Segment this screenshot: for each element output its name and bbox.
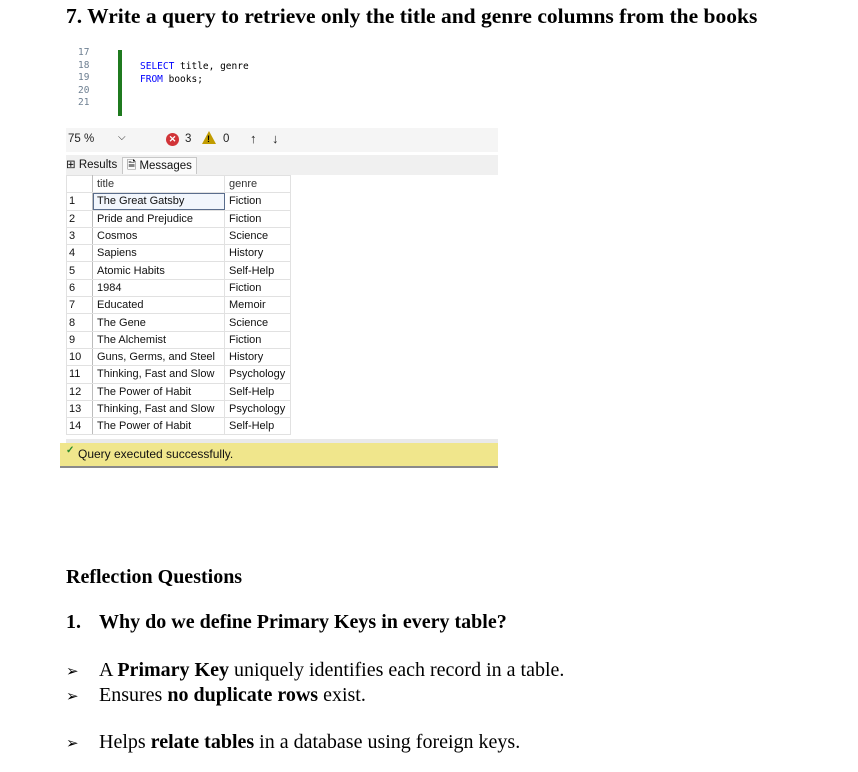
cell-genre[interactable]: Fiction xyxy=(225,193,291,210)
row-number[interactable]: 12 xyxy=(67,383,93,400)
table-row[interactable] xyxy=(67,262,291,279)
warning-mark: ! xyxy=(207,134,210,144)
row-number[interactable]: 8 xyxy=(67,314,93,331)
cell-title[interactable]: The Power of Habit xyxy=(93,418,225,435)
bullet-item: ➢ Helps relate tables in a database using foreign keys. xyxy=(66,731,521,753)
arrow-bullet-icon: ➢ xyxy=(66,734,79,752)
table-row[interactable] xyxy=(67,279,291,296)
cell-genre[interactable]: History xyxy=(225,348,291,365)
sql-editor[interactable] xyxy=(66,47,498,119)
arrow-down-icon[interactable]: ↓ xyxy=(272,131,279,146)
section-title: Reflection Questions xyxy=(66,566,243,588)
cell-title[interactable]: Atomic Habits xyxy=(93,262,225,279)
table-row[interactable] xyxy=(67,227,291,244)
bullet-item: ➢ Ensures no duplicate rows exist. xyxy=(66,684,366,706)
line-number: 21 xyxy=(78,97,90,109)
tab-messages[interactable]: 🗎 Messages xyxy=(122,157,197,174)
line-number: 18 xyxy=(78,59,90,71)
row-number[interactable]: 3 xyxy=(67,227,93,244)
table-row[interactable] xyxy=(67,314,291,331)
row-number[interactable]: 5 xyxy=(67,262,93,279)
cell-title[interactable]: Pride and Prejudice xyxy=(93,210,225,227)
line-number: 20 xyxy=(78,84,90,96)
row-number[interactable]: 2 xyxy=(67,210,93,227)
error-count[interactable]: 3 xyxy=(185,133,192,145)
table-row[interactable] xyxy=(67,210,291,227)
row-number-header xyxy=(67,176,93,193)
cell-title[interactable]: Thinking, Fast and Slow xyxy=(93,400,225,417)
warning-count[interactable]: 0 xyxy=(223,133,230,145)
row-number[interactable]: 10 xyxy=(67,348,93,365)
cell-genre[interactable]: Fiction xyxy=(225,279,291,296)
results-table xyxy=(66,175,291,435)
cell-genre[interactable]: Psychology xyxy=(225,366,291,383)
row-number[interactable]: 13 xyxy=(67,400,93,417)
success-check-icon: ✓ xyxy=(66,445,75,456)
cell-genre[interactable]: Self-Help xyxy=(225,418,291,435)
table-row[interactable] xyxy=(67,245,291,262)
table-row[interactable] xyxy=(67,297,291,314)
column-header-title[interactable]: title xyxy=(93,176,225,193)
row-number[interactable]: 7 xyxy=(67,297,93,314)
row-number[interactable]: 6 xyxy=(67,279,93,296)
table-row[interactable] xyxy=(67,331,291,348)
table-row[interactable] xyxy=(67,383,291,400)
chevron-down-icon[interactable]: ⌵ xyxy=(118,132,126,143)
messages-icon: 🗎 xyxy=(127,160,137,172)
arrow-bullet-icon: ➢ xyxy=(66,687,79,705)
cell-title[interactable]: The Alchemist xyxy=(93,331,225,348)
code-text: books; xyxy=(162,73,203,85)
cell-genre[interactable]: Memoir xyxy=(225,297,291,314)
table-row[interactable] xyxy=(67,193,291,210)
header-row xyxy=(67,176,291,193)
cell-genre[interactable]: History xyxy=(225,245,291,262)
cell-title[interactable]: The Gene xyxy=(93,314,225,331)
column-header-genre[interactable]: genre xyxy=(225,176,291,193)
cell-genre[interactable]: Self-Help xyxy=(225,383,291,400)
question-text: Why do we define Primary Keys in every table? xyxy=(99,611,507,633)
table-row[interactable] xyxy=(67,418,291,435)
cell-title[interactable]: The Great Gatsby xyxy=(93,193,225,210)
results-grid[interactable] xyxy=(66,175,498,439)
row-number[interactable]: 11 xyxy=(67,366,93,383)
cell-genre[interactable]: Psychology xyxy=(225,400,291,417)
code-line-from xyxy=(140,74,249,87)
cell-genre[interactable]: Science xyxy=(225,227,291,244)
line-number: 17 xyxy=(78,47,90,58)
line-number: 19 xyxy=(78,72,90,84)
code-text: title, genre xyxy=(174,61,249,72)
question-number: 1. xyxy=(66,611,81,633)
results-tabs xyxy=(66,155,498,175)
cell-title[interactable]: The Power of Habit xyxy=(93,383,225,400)
line-number-gutter xyxy=(66,47,106,110)
row-number[interactable]: 1 xyxy=(67,193,93,210)
keyword-from: FROM xyxy=(140,73,163,85)
cell-genre[interactable]: Fiction xyxy=(225,210,291,227)
change-indicator-bar xyxy=(118,50,122,116)
table-row[interactable] xyxy=(67,348,291,365)
table-row[interactable] xyxy=(67,366,291,383)
cell-title[interactable]: Cosmos xyxy=(93,227,225,244)
table-row[interactable] xyxy=(67,400,291,417)
question-1 xyxy=(66,611,507,634)
arrow-bullet-icon: ➢ xyxy=(66,662,79,680)
cell-title[interactable]: Educated xyxy=(93,297,225,314)
zoom-level[interactable]: 75 % xyxy=(68,133,95,145)
status-message: Query executed successfully. xyxy=(78,447,234,461)
sql-code[interactable] xyxy=(140,61,249,86)
cell-title[interactable]: Thinking, Fast and Slow xyxy=(93,366,225,383)
question-heading: 7. Write a query to retrieve only the title and genre columns from the books xyxy=(66,4,758,28)
cell-genre[interactable]: Fiction xyxy=(225,331,291,348)
status-bar xyxy=(60,443,498,468)
error-icon[interactable]: ✕ xyxy=(166,133,179,146)
cell-title[interactable]: Guns, Germs, and Steel xyxy=(93,348,225,365)
cell-title[interactable]: Sapiens xyxy=(93,245,225,262)
keyword-select: SELECT xyxy=(140,61,175,72)
cell-genre[interactable]: Science xyxy=(225,314,291,331)
arrow-up-icon[interactable]: ↑ xyxy=(250,131,257,146)
row-number[interactable]: 14 xyxy=(67,418,93,435)
editor-status-toolbar xyxy=(66,128,498,152)
cell-title[interactable]: 1984 xyxy=(93,279,225,296)
grid-icon: ⊞ xyxy=(66,159,76,171)
row-number[interactable]: 4 xyxy=(67,245,93,262)
bullet-item: ➢ A Primary Key uniquely identifies each record in a table. xyxy=(66,659,565,681)
cell-genre[interactable]: Self-Help xyxy=(225,262,291,279)
row-number[interactable]: 9 xyxy=(67,331,93,348)
code-line-select xyxy=(140,61,249,74)
tab-results[interactable]: ⊞ Results xyxy=(66,159,118,171)
